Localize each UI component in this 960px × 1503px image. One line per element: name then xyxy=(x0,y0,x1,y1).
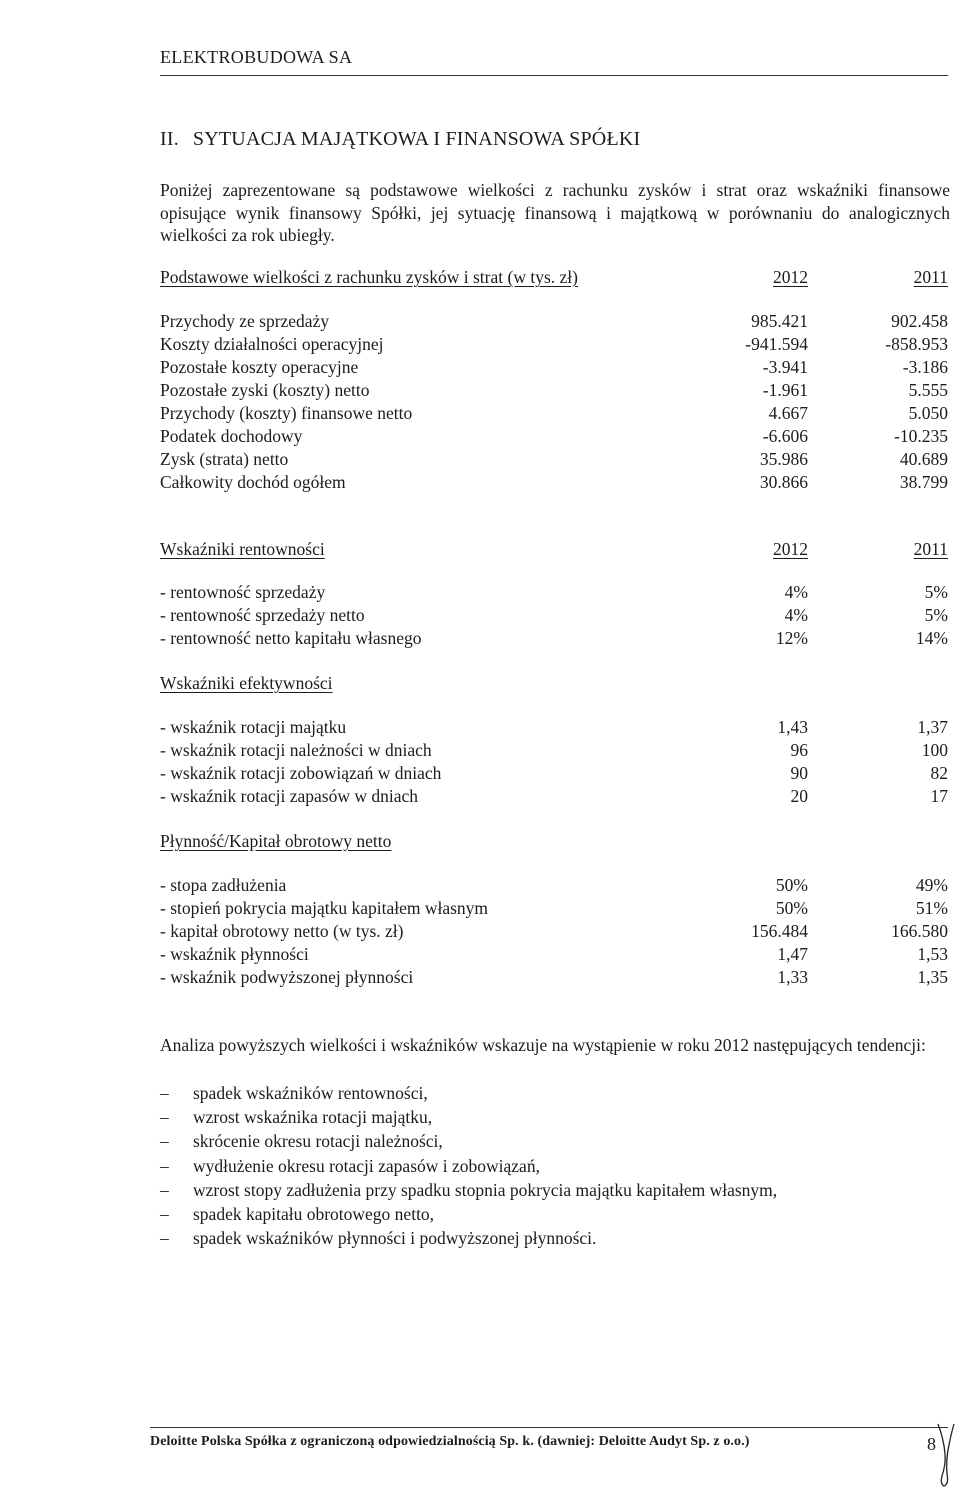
pl-table-title: Podstawowe wielkości z rachunku zysków i strat (w tys. zł) xyxy=(160,267,578,287)
list-item-text: skrócenie okresu rotacji należności, xyxy=(193,1131,443,1152)
dash-marker: – xyxy=(160,1203,169,1224)
value-2012: 1,47 xyxy=(777,944,808,964)
value-2011: 1,37 xyxy=(917,717,948,737)
value-2011: 5% xyxy=(924,582,948,602)
table-row xyxy=(160,785,950,808)
row-label: Pozostałe koszty operacyjne xyxy=(160,357,359,377)
list-item-text: spadek kapitału obrotowego netto, xyxy=(193,1203,435,1224)
row-label: Przychody (koszty) finansowe netto xyxy=(160,403,413,423)
list-item xyxy=(160,1202,950,1226)
table-row xyxy=(160,471,950,494)
value-2011: 5.050 xyxy=(908,403,948,423)
row-label: Przychody ze sprzedaży xyxy=(160,311,330,331)
row-label: - wskaźnik rotacji należności w dniach xyxy=(160,740,432,760)
value-2012: 30.866 xyxy=(759,472,808,492)
value-2011: 100 xyxy=(921,740,948,760)
value-2012: -3.941 xyxy=(762,357,808,377)
dash-marker: – xyxy=(160,1131,169,1152)
value-2011: 82 xyxy=(930,763,948,783)
table-row xyxy=(160,897,950,920)
value-2011: 5.555 xyxy=(908,380,948,400)
table-row xyxy=(160,874,950,897)
value-2011: 5% xyxy=(924,605,948,625)
tendencies-list xyxy=(160,1081,950,1250)
list-item-text: wzrost wskaźnika rotacji majątku, xyxy=(193,1107,433,1128)
value-2012: 4% xyxy=(784,605,808,625)
value-2012: 12% xyxy=(775,628,808,648)
table-row xyxy=(160,379,950,402)
pl-table-header xyxy=(160,266,950,289)
company-name: ELEKTROBUDOWA SA xyxy=(160,47,353,67)
value-2012: 35.986 xyxy=(759,449,808,469)
value-2012: 20 xyxy=(790,786,808,806)
row-label: - rentowność sprzedaży netto xyxy=(160,605,365,625)
table-row xyxy=(160,627,950,650)
pl-year-2012: 2012 xyxy=(773,267,808,287)
value-2012: 50% xyxy=(775,875,808,895)
table-row xyxy=(160,920,950,943)
list-item-text: spadek wskaźników rentowności, xyxy=(193,1083,428,1103)
list-item xyxy=(160,1154,950,1178)
table-row xyxy=(160,402,950,425)
row-label: - wskaźnik rotacji zobowiązań w dniach xyxy=(160,763,442,783)
row-label: Całkowity dochód ogółem xyxy=(160,472,346,492)
header-rule xyxy=(160,75,948,76)
row-label: - stopa zadłużenia xyxy=(160,875,287,895)
row-label: - rentowność netto kapitału własnego xyxy=(160,628,422,648)
value-2011: 17 xyxy=(930,786,948,806)
value-2012: 4% xyxy=(784,582,808,602)
value-2011: 51% xyxy=(915,898,948,918)
initials-signature xyxy=(936,1420,956,1490)
page-number: 8 xyxy=(927,1434,936,1454)
value-2012: -941.594 xyxy=(745,334,808,354)
dash-marker: – xyxy=(160,1083,169,1103)
list-item xyxy=(160,1226,950,1250)
row-label: - wskaźnik podwyższonej płynności xyxy=(160,967,414,987)
intro-paragraph: Poniżej zaprezentowane są podstawowe wielkości z rachunku zysków i strat oraz wskaźniki finansowe opisujące wynik finansowy Spółki, jej sytuację finansową i majątkową w porównaniu do analogicznych wielkości za rok ubiegły. xyxy=(160,180,950,245)
row-label: - stopień pokrycia majątku kapitałem własnym xyxy=(160,898,489,918)
row-label: - wskaźnik rotacji majątku xyxy=(160,717,347,737)
footer-text: Deloitte Polska Spółka z ograniczoną odpowiedzialnością Sp. k. (dawniej: Deloitte Audyt Sp. z o.o.) xyxy=(150,1434,750,1449)
dash-marker: – xyxy=(160,1228,169,1249)
value-2012: 90 xyxy=(790,763,808,783)
row-label: - wskaźnik płynności xyxy=(160,944,309,964)
row-label: - kapitał obrotowy netto (w tys. zł) xyxy=(160,921,404,941)
table-row xyxy=(160,739,950,762)
value-2012: 156.484 xyxy=(751,921,808,941)
value-2012: 96 xyxy=(790,740,808,760)
table-row xyxy=(160,448,950,471)
list-item-text: wydłużenie okresu rotacji zapasów i zobowiązań, xyxy=(193,1155,540,1176)
table-row xyxy=(160,943,950,966)
value-2011: 1,53 xyxy=(917,944,948,964)
value-2011: 38.799 xyxy=(899,472,948,492)
value-2011: 49% xyxy=(915,875,948,895)
value-2012: -6.606 xyxy=(762,426,808,446)
row-label: Zysk (strata) netto xyxy=(160,449,289,469)
list-item xyxy=(160,1105,950,1129)
section-title xyxy=(160,128,640,151)
dash-marker: – xyxy=(160,1179,169,1200)
table-row xyxy=(160,310,950,333)
value-2012: 4.667 xyxy=(768,403,808,423)
table-row xyxy=(160,966,950,989)
row-label: - rentowność sprzedaży xyxy=(160,582,326,602)
value-2011: -858.953 xyxy=(885,334,948,354)
analysis-paragraph: Analiza powyższych wielkości i wskaźników wskazuje na wystąpienie w roku 2012 następujących tendencji: xyxy=(160,1035,926,1055)
dash-marker: – xyxy=(160,1155,169,1176)
value-2011: 14% xyxy=(915,628,948,648)
profitability-year-2012: 2012 xyxy=(773,539,808,559)
row-label: Podatek dochodowy xyxy=(160,426,303,446)
table-row xyxy=(160,716,950,739)
pl-year-2011: 2011 xyxy=(913,267,948,287)
value-2011: 1,35 xyxy=(917,967,948,987)
value-2012: 985.421 xyxy=(751,311,808,331)
profitability-title: Wskaźniki rentowności xyxy=(160,539,325,559)
section-number: II. xyxy=(160,128,179,150)
table-row xyxy=(160,356,950,379)
section-title-text: SYTUACJA MAJĄTKOWA I FINANSOWA SPÓŁKI xyxy=(192,128,641,150)
row-label: - wskaźnik rotacji zapasów w dniach xyxy=(160,786,419,806)
table-row xyxy=(160,604,950,627)
list-item-text: wzrost stopy zadłużenia przy spadku stopnia pokrycia majątku kapitałem własnym, xyxy=(193,1179,778,1200)
row-label: Pozostałe zyski (koszty) netto xyxy=(160,380,370,400)
list-item-text: spadek wskaźników płynności i podwyższonej płynności. xyxy=(193,1228,597,1249)
value-2011: 40.689 xyxy=(899,449,948,469)
value-2012: -1.961 xyxy=(762,380,808,400)
value-2011: -3.186 xyxy=(902,357,948,377)
list-item xyxy=(160,1178,950,1202)
efficiency-title: Wskaźniki efektywności xyxy=(160,673,333,693)
row-label: Koszty działalności operacyjnej xyxy=(160,334,384,354)
list-item xyxy=(160,1129,950,1153)
dash-marker: – xyxy=(160,1107,169,1128)
value-2012: 1,33 xyxy=(777,967,808,987)
value-2012: 1,43 xyxy=(777,717,808,737)
table-row xyxy=(160,425,950,448)
value-2011: 902.458 xyxy=(891,311,948,331)
value-2012: 50% xyxy=(775,898,808,918)
table-row xyxy=(160,333,950,356)
profitability-year-2011: 2011 xyxy=(913,539,948,559)
table-row xyxy=(160,762,950,785)
value-2011: 166.580 xyxy=(891,921,948,941)
table-row xyxy=(160,581,950,604)
profitability-header xyxy=(160,538,950,561)
value-2011: -10.235 xyxy=(894,426,948,446)
footer-rule xyxy=(150,1427,948,1428)
liquidity-title: Płynność/Kapitał obrotowy netto xyxy=(160,831,392,851)
list-item xyxy=(160,1081,950,1105)
